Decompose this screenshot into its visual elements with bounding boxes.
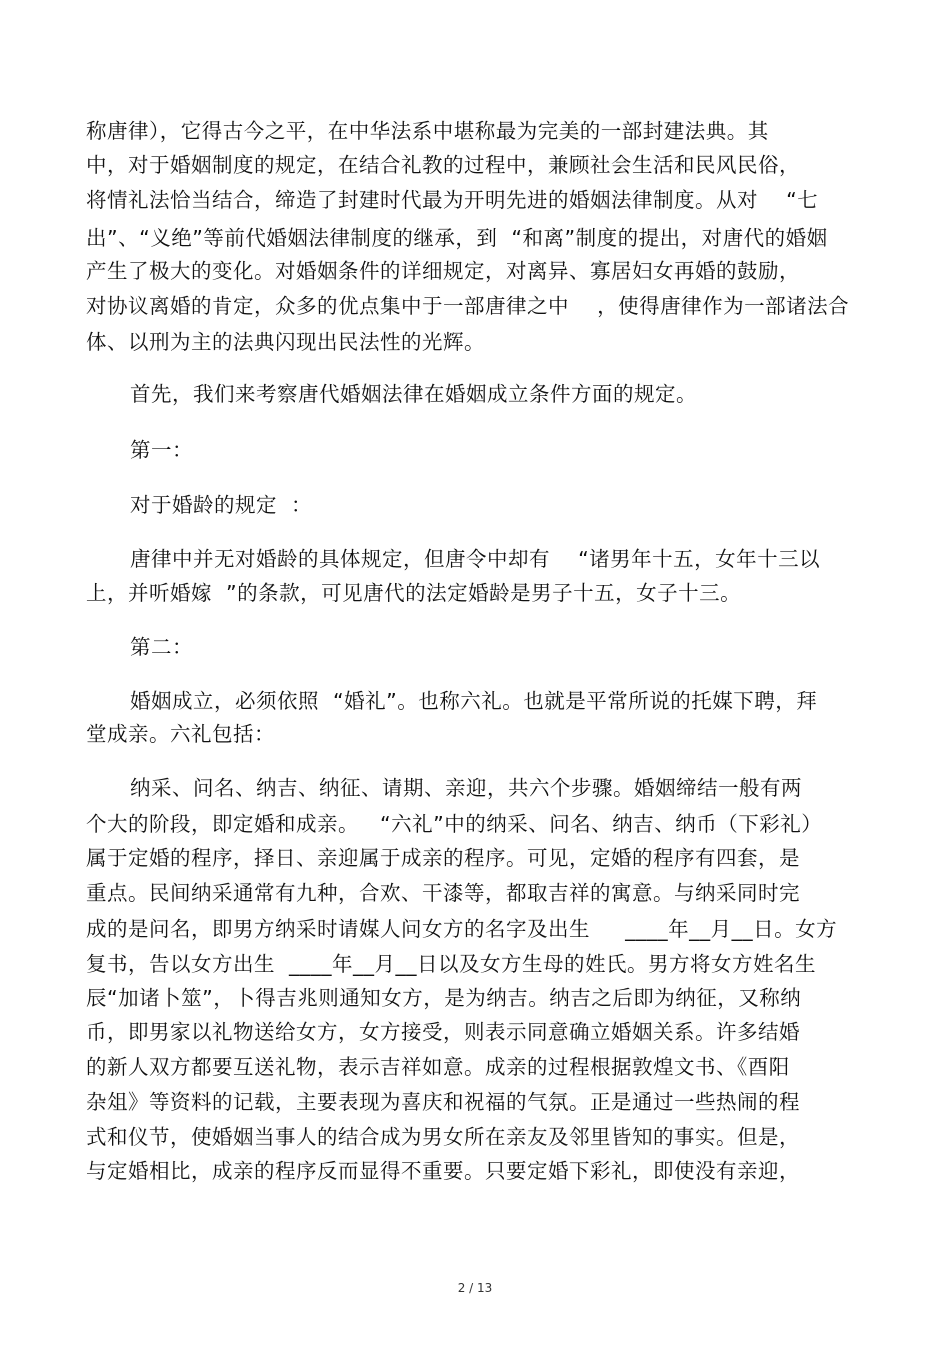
text-line: 婚姻成立，必须依照 “婚礼”。也称六礼。也就是平常所说的托媒下聘，拜 [130,689,818,713]
text-line: 中，对于婚姻制度的规定，在结合礼教的过程中，兼顾社会生活和民风民俗， [86,153,800,177]
text-line: 产生了极大的变化。对婚姻条件的详细规定，对离异、寡居妇女再婚的鼓励， [86,259,800,283]
text-line: 对于婚龄的规定 ： [130,493,313,517]
text-line: 辰“加诸卜筮”，卜得吉兆则通知女方，是为纳吉。纳吉之后即为纳征，又称纳 [86,986,802,1010]
text-line: 体、以刑为主的法典闪现出民法性的光辉。 [86,330,485,354]
section-heading: 第一： [130,438,193,462]
text-line: 唐律中并无对婚龄的具体规定，但唐令中却有 “诸男年十五，女年十三以 [130,547,821,571]
page-number: 2 / 13 [457,1281,493,1295]
text-line: 将情礼法恰当结合，缔造了封建时代最为开明先进的婚姻法律制度。从对 “七 [86,188,819,212]
text-line: 复书，告以女方出生 ____年__月__日以及女方生母的姓氏。男方将女方姓名生 [86,952,817,976]
text-line: 上，并听婚嫁 ”的条款，可见唐代的法定婚龄是男子十五，女子十三。 [86,581,742,605]
text-line: 对协议离婚的肯定，众多的优点集中于一部唐律之中 ，使得唐律作为一部诸法合 [86,294,850,318]
text-line: 堂成亲。六礼包括： [86,722,275,746]
text-line: 称唐律），它得古今之平，在中华法系中堪称最为完美的一部封建法典。其 [86,119,769,143]
text-line: 出”、“义绝”等前代婚姻法律制度的继承，到 “和离”制度的提出，对唐代的婚姻 [86,226,828,250]
text-line: 个大的阶段，即定婚和成亲。 “六礼”中的纳采、问名、纳吉、纳币（下彩礼） [86,812,823,836]
text-line: 首先，我们来考察唐代婚姻法律在婚姻成立条件方面的规定。 [130,382,697,406]
text-line: 杂俎》等资料的记载，主要表现为喜庆和祝福的气氛。正是通过一些热闹的程 [86,1090,800,1114]
text-line: 重点。民间纳采通常有九种，合欢、干漆等，都取吉祥的寓意。与纳采同时完 [86,881,800,905]
section-heading: 第二： [130,635,193,659]
text-line: 纳采、问名、纳吉、纳征、请期、亲迎，共六个步骤。婚姻缔结一般有两 [130,776,802,800]
text-line: 与定婚相比，成亲的程序反而显得不重要。只要定婚下彩礼，即使没有亲迎， [86,1159,800,1183]
text-line: 币，即男家以礼物送给女方，女方接受，则表示同意确立婚姻关系。许多结婚 [86,1020,800,1044]
text-line: 成的是问名，即男方纳采时请媒人问女方的名字及出生 ____年__月__日。女方 [86,917,838,941]
text-line: 的新人双方都要互送礼物，表示吉祥如意。成亲的过程根据敦煌文书、《酉阳 [86,1055,790,1079]
text-line: 属于定婚的程序，择日、亲迎属于成亲的程序。可见，定婚的程序有四套，是 [86,846,800,870]
text-line: 式和仪节，使婚姻当事人的结合成为男女所在亲友及邻里皆知的事实。但是， [86,1125,800,1149]
